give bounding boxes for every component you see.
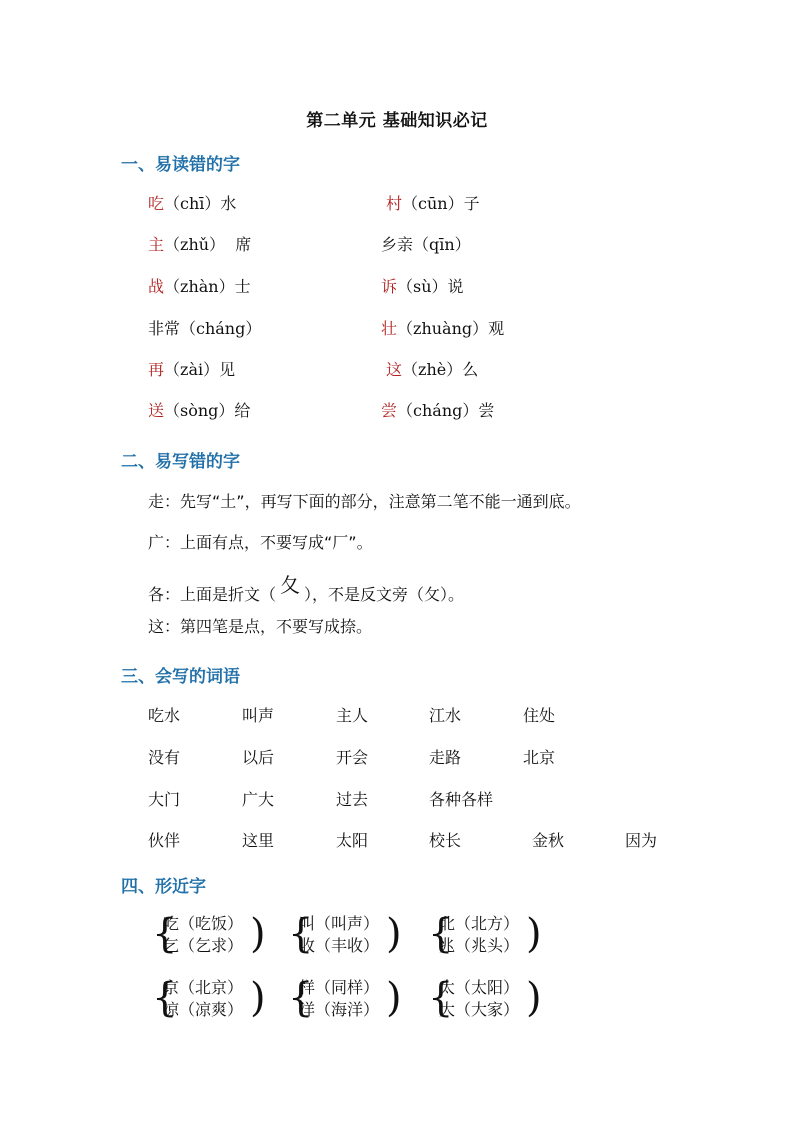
writing-note: 走：先写“土”，再写下面的部分，注意第二笔不能一通到底。 (148, 492, 581, 511)
writing-note: 这：第四笔是点，不要写成捺。 (148, 617, 373, 636)
vocab-word: 开会 (336, 748, 369, 767)
section-heading-misread: 一、易读错的字 (121, 155, 240, 175)
left-brace-glyph: { (428, 911, 454, 957)
right-paren-glyph: ) (526, 911, 542, 957)
vocab-word: 金秋 (532, 831, 565, 850)
left-brace-glyph: { (288, 911, 314, 957)
writing-note (148, 573, 465, 606)
highlight-char: 这 (386, 360, 403, 379)
suffix: 水 (220, 194, 237, 213)
vocab-word: 江水 (429, 706, 462, 725)
section-heading-similar-chars: 四、形近字 (121, 877, 206, 897)
pinyin: （cūn） (402, 194, 464, 213)
suffix: 见 (219, 360, 236, 379)
section-heading-miswritten: 二、易写错的字 (121, 452, 240, 472)
vocab-word: 校长 (429, 831, 462, 850)
right-paren-glyph: ) (386, 975, 402, 1021)
reading-item (148, 398, 250, 421)
vocab-word: 北京 (523, 748, 556, 767)
section-heading-vocabulary: 三、会写的词语 (121, 667, 240, 687)
vocab-word: 伙伴 (148, 831, 181, 850)
reading-item (381, 398, 494, 421)
reading-item (386, 357, 478, 380)
highlight-char: 送 (148, 401, 165, 420)
suffix: 席 (225, 235, 252, 254)
reading-item (148, 316, 261, 339)
right-paren-glyph: ) (526, 975, 542, 1021)
similar-char-a: 京（北京） (163, 978, 244, 997)
radical-glyph: 夂 (280, 573, 301, 597)
right-paren-glyph: ) (386, 911, 402, 957)
similar-char-a: 太（太阳） (439, 978, 520, 997)
highlight-char: 村 (386, 194, 403, 213)
similar-char-b: 洋（海洋） (299, 1000, 380, 1019)
pinyin: （zhàn） (164, 277, 235, 296)
pinyin: （sòng） (164, 401, 235, 420)
pinyin: （chī） (164, 194, 221, 213)
reading-item (148, 191, 236, 214)
left-brace-glyph: { (428, 975, 454, 1021)
pinyin: （zhuàng） (397, 319, 489, 338)
suffix: 士 (234, 277, 251, 296)
similar-char-b: 凉（凉爽） (163, 1000, 244, 1019)
reading-item (381, 274, 464, 297)
suffix: 非常（cháng） (148, 319, 262, 338)
vocab-word: 过去 (336, 790, 369, 809)
vocab-word: 各种各样 (429, 790, 494, 809)
page-title: 第二单元 基础知识必记 (306, 111, 488, 131)
highlight-char: 诉 (381, 277, 398, 296)
pinyin: （zài） (164, 360, 220, 379)
similar-char-b: 大（大家） (439, 1000, 520, 1019)
vocab-word: 广大 (242, 790, 275, 809)
pinyin: （cháng） (397, 401, 479, 420)
highlight-char: 再 (148, 360, 165, 379)
vocab-word: 以后 (242, 748, 275, 767)
pinyin: （zhǔ） (164, 235, 226, 254)
vocab-word: 走路 (429, 748, 462, 767)
vocab-word: 主人 (336, 706, 369, 725)
pinyin: （sù） (397, 277, 448, 296)
suffix: 么 (462, 360, 479, 379)
similar-char-a: 叫（叫声） (299, 914, 380, 933)
suffix: 给 (234, 401, 251, 420)
suffix: 观 (488, 319, 505, 338)
vocab-word: 太阳 (336, 831, 369, 850)
suffix: 尝 (478, 401, 495, 420)
reading-item (148, 357, 235, 380)
vocab-word: 叫声 (242, 706, 275, 725)
left-brace-glyph: { (288, 975, 314, 1021)
reading-item (148, 232, 251, 255)
highlight-char: 壮 (381, 319, 398, 338)
vocab-word: 大门 (148, 790, 181, 809)
highlight-char: 战 (148, 277, 165, 296)
left-brace-glyph: { (152, 975, 178, 1021)
suffix: 乡亲（qīn） (381, 235, 471, 254)
reading-item (381, 232, 471, 255)
vocab-word: 住处 (523, 706, 556, 725)
similar-char-b: 收（丰收） (299, 936, 380, 955)
similar-char-b: 兆（兆头） (439, 936, 520, 955)
vocab-word: 没有 (148, 748, 181, 767)
suffix: 子 (463, 194, 480, 213)
vocab-word: 因为 (625, 831, 658, 850)
left-brace-glyph: { (152, 911, 178, 957)
writing-note: 广：上面有点，不要写成“厂”。 (148, 533, 373, 552)
similar-char-a: 样（同样） (299, 978, 380, 997)
similar-char-a: 吃（吃饭） (163, 914, 244, 933)
similar-char-b: 乞（乞求） (163, 936, 244, 955)
reading-item (386, 191, 480, 214)
suffix: 说 (447, 277, 464, 296)
writing-note-part: 各：上面是折文（ (148, 585, 277, 604)
reading-item (148, 274, 251, 297)
right-paren-glyph: ) (250, 975, 266, 1021)
writing-note-part: ），不是反文旁（攵）。 (304, 585, 465, 604)
highlight-char: 主 (148, 235, 165, 254)
similar-char-a: 北（北方） (439, 914, 520, 933)
vocab-word: 这里 (242, 831, 275, 850)
pinyin: （zhè） (402, 360, 463, 379)
highlight-char: 尝 (381, 401, 398, 420)
right-paren-glyph: ) (250, 911, 266, 957)
vocab-word: 吃水 (148, 706, 181, 725)
reading-item (381, 316, 504, 339)
highlight-char: 吃 (148, 194, 165, 213)
